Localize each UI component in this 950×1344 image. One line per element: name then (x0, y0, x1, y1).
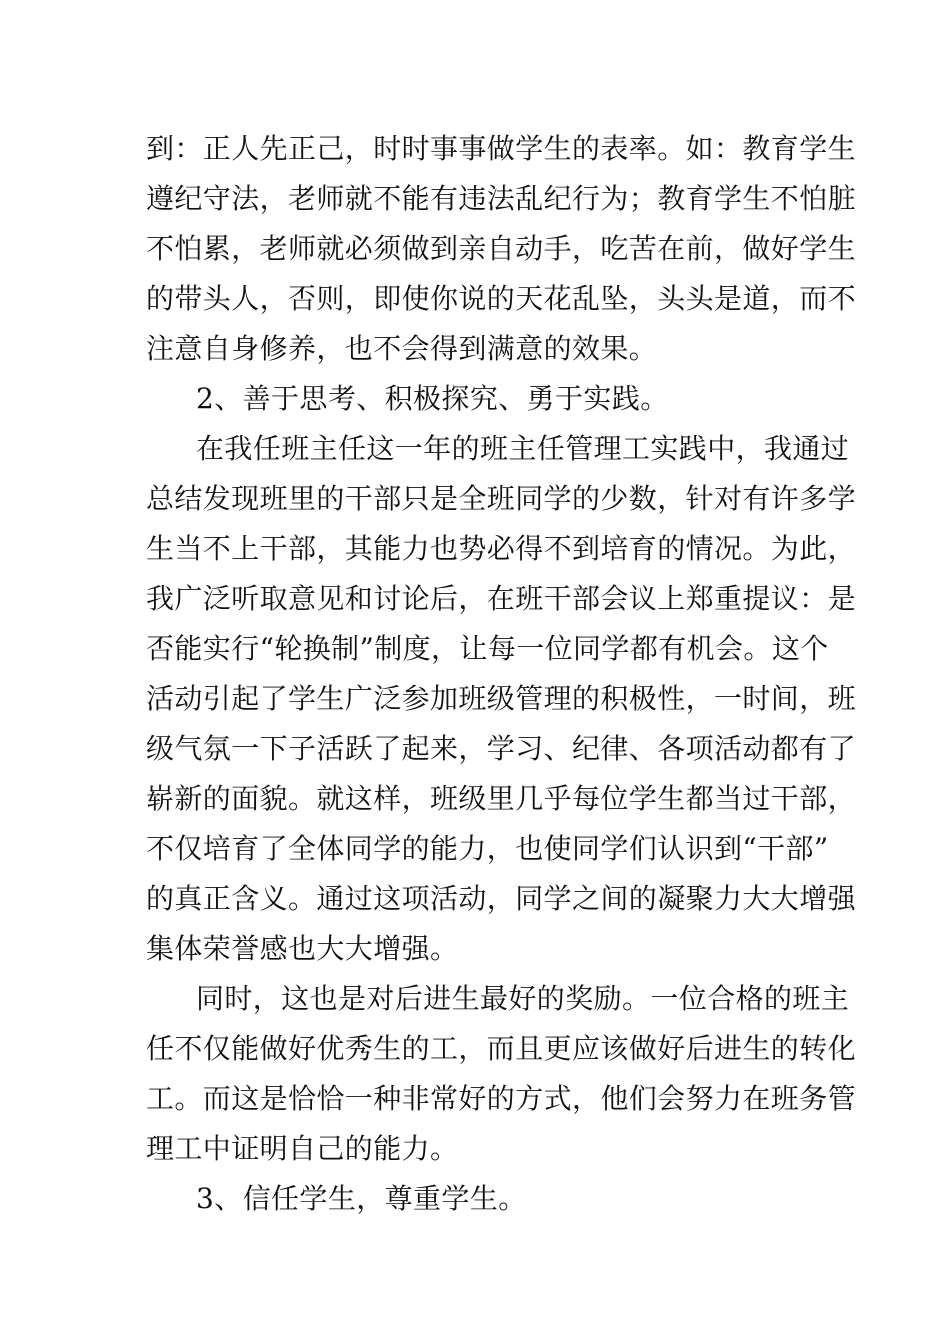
text-line: 同时，这也是对后进生最好的奖励。一位合格的班主 (196, 982, 850, 1015)
text-line: 不怕累，老师就必须做到亲自动手，吃苦在前，做好学生 (146, 232, 857, 265)
text-line: 在我任班主任这一年的班主任管理工实践中，我通过 (196, 432, 850, 465)
text-line: 理工中证明自己的能力。 (146, 1132, 459, 1165)
section-heading: 3、信任学生，尊重学生。 (196, 1182, 527, 1215)
text-line: 生当不上干部，其能力也势必得不到培育的情况。为此， (146, 532, 857, 565)
text-line: 遵纪守法，老师就不能有违法乱纪行为；教育学生不怕脏 (146, 182, 857, 215)
text-line: 活动引起了学生广泛参加班级管理的积极性，一时间，班 (146, 682, 857, 715)
text-line: 我广泛听取意见和讨论后，在班干部会议上郑重提议：是 (146, 582, 857, 615)
text-line: 注意自身修养，也不会得到满意的效果。 (146, 332, 658, 365)
text-line: 不仅培育了全体同学的能力，也使同学们认识到“干部” (146, 832, 829, 865)
text-line: 否能实行“轮换制”制度，让每一位同学都有机会。这个 (146, 632, 829, 665)
text-line: 的带头人，否则，即使你说的天花乱坠，头头是道，而不 (146, 282, 857, 315)
text-line: 的真正含义。通过这项活动，同学之间的凝聚力大大增强 (146, 882, 857, 915)
text-line: 级气氛一下子活跃了起来，学习、纪律、各项活动都有了 (146, 732, 857, 765)
text-line: 总结发现班里的干部只是全班同学的少数，针对有许多学 (146, 482, 857, 515)
section-heading: 2、善于思考、积极探究、勇于实践。 (196, 382, 669, 415)
text-line: 崭新的面貌。就这样，班级里几乎每位学生都当过干部， (146, 782, 857, 815)
text-line: 到：正人先正己，时时事事做学生的表率。如：教育学生 (146, 132, 857, 165)
text-line: 任不仅能做好优秀生的工，而且更应该做好后进生的转化 (146, 1032, 857, 1065)
text-line: 工。而这是恰恰一种非常好的方式，他们会努力在班务管 (146, 1082, 857, 1115)
text-line: 集体荣誉感也大大增强。 (146, 932, 459, 965)
